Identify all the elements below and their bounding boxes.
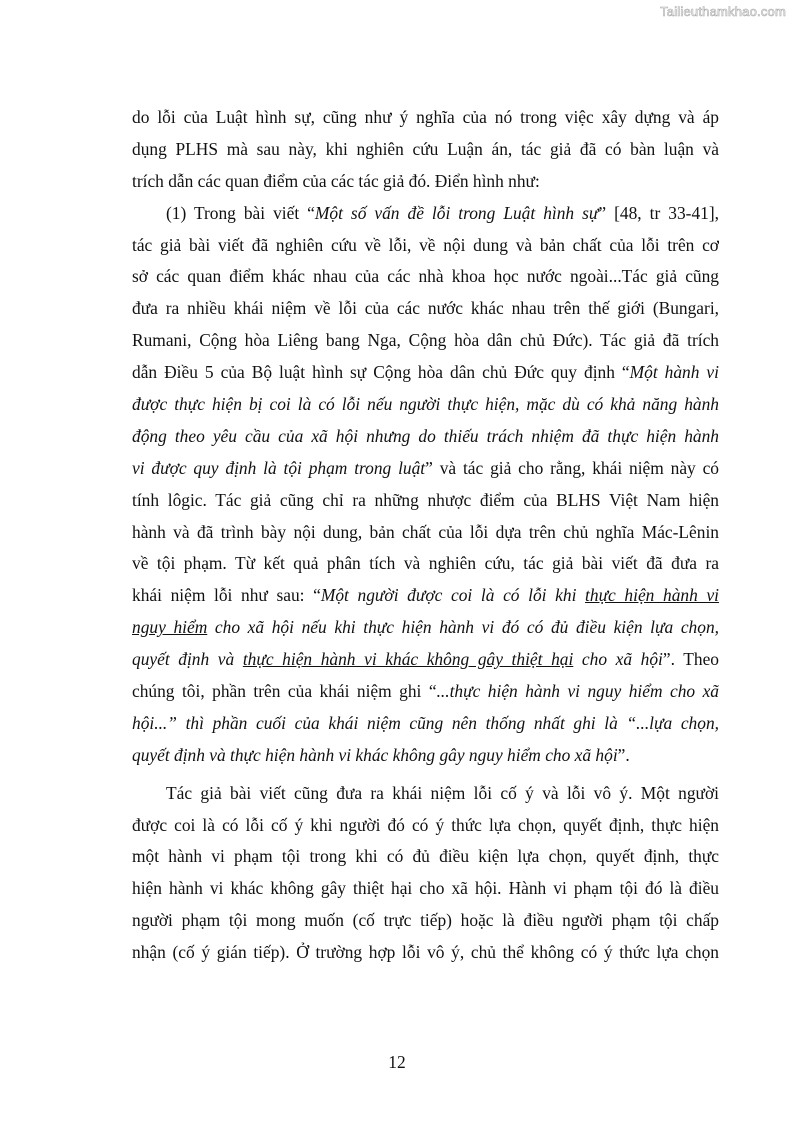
quote-line — [132, 644, 719, 676]
quote-text: Một hành vi — [629, 362, 719, 383]
quote-line — [132, 708, 719, 740]
text-line: về tội phạm. Từ kết quả phân tích và nghiên cứu, tác giả bài viết đã đưa ra — [132, 553, 719, 574]
article-title: Một số vấn đề lỗi trong Luật hình sự — [314, 202, 599, 223]
quote-line — [132, 740, 719, 772]
document-body — [132, 102, 719, 969]
text-line: người phạm tội mong muốn (cố trực tiếp) hoặc là điều người phạm tội chấp — [132, 910, 719, 931]
underline-run: thực hiện hành vi khác không gây thiệt hại — [242, 649, 574, 670]
quote-text: ...thực hiện hành vi nguy hiểm cho xã — [436, 681, 719, 702]
text-line: trích dẫn các quan điểm của các tác giả đó. Điển hình như: — [132, 170, 540, 191]
quote-text: quyết định và thực hiện hành vi khác không gây nguy hiểm cho xã hội — [132, 744, 618, 765]
quote-text-underlined — [132, 617, 207, 637]
watermark: Tailieuthamkhao.com — [660, 4, 786, 19]
quote-text: quyết định và — [132, 649, 243, 670]
text-line: nhận (cố ý gián tiếp). Ở trường hợp lỗi vô ý, chủ thể không có ý thức lựa chọn — [132, 942, 719, 963]
text-line — [132, 453, 719, 485]
text-run: ”. — [617, 744, 630, 765]
text-line: sở các quan điểm khác nhau của các nhà khoa học nước ngoài...Tác giả cũng — [132, 266, 719, 287]
citation: ” [48, tr 33-41], — [598, 202, 719, 223]
text-run: ” và tác giả cho rằng, khái niệm này có — [425, 457, 719, 478]
quote-text: được thực hiện bị coi là có lỗi nếu người thực hiện, mặc dù có khả năng hành — [132, 394, 719, 415]
text-run: khái niệm lỗi như sau: “ — [132, 585, 321, 606]
paragraph-start-line: Tác giả bài viết cũng đưa ra khái niệm lỗi cố ý và lỗi vô ý. Một người — [166, 782, 719, 803]
paragraph-start-line — [132, 198, 719, 230]
page-number: 12 — [388, 1052, 406, 1072]
quote-text: Một người được coi là có lỗi khi — [320, 585, 586, 606]
text-line: một hành vi phạm tội trong khi có đủ điều kiện lựa chọn, quyết định, thực — [132, 846, 719, 867]
text-line: hành và đã trình bày nội dung, bản chất của lỗi dựa trên chủ nghĩa Mác-Lênin — [132, 521, 719, 542]
text-line: Rumani, Cộng hòa Liêng bang Nga, Cộng hòa dân chủ Đức). Tác giả đã trích — [132, 330, 719, 351]
text-run: dẫn Điều 5 của Bộ luật hình sự Cộng hòa dân chủ Đức quy định “ — [132, 362, 630, 383]
quote-text: hội...” thì phần cuối của khái niệm cũng nên thống nhất ghi là “...lựa chọn, — [132, 712, 719, 733]
quote-text: cho xã hội nếu khi thực hiện hành vi đó có đủ điều kiện lựa chọn, — [207, 617, 719, 638]
text-line: đưa ra nhiều khái niệm về lỗi của các nước khác nhau trên thế giới (Bungari, — [132, 298, 719, 319]
text-run: ”. Theo — [662, 649, 719, 670]
text-line — [132, 580, 719, 612]
quote-line — [132, 612, 719, 644]
text-run: (1) Trong bài viết “ — [166, 202, 315, 223]
quote-line — [132, 389, 719, 421]
quote-line — [132, 421, 719, 453]
text-line: dụng PLHS mà sau này, khi nghiên cứu Luận án, tác giả đã có bàn luận và — [132, 138, 719, 159]
text-line: được coi là có lỗi cố ý khi người đó có ý thức lựa chọn, quyết định, thực hiện — [132, 814, 719, 835]
text-run: chúng tôi, phần trên của khái niệm ghi “ — [132, 681, 437, 702]
text-line: hiện hành vi khác không gây thiệt hại cho xã hội. Hành vi phạm tội đó là điều — [132, 878, 719, 899]
quote-text-underlined — [243, 649, 573, 669]
text-line: do lỗi của Luật hình sự, cũng như ý nghĩa của nó trong việc xây dựng và áp — [132, 107, 719, 127]
text-line — [132, 357, 719, 389]
text-line: tác giả bài viết đã nghiên cứu về lỗi, về nội dung và bản chất của lỗi trên cơ — [132, 234, 719, 255]
text-line: tính lôgic. Tác giả cũng chỉ ra những nhược điểm của BLHS Việt Nam hiện — [132, 489, 719, 510]
quote-text-underlined — [585, 585, 719, 605]
text-line — [132, 676, 719, 708]
underline-run: thực hiện hành vi — [585, 585, 719, 606]
underline-run: nguy hiểm — [132, 617, 208, 638]
quote-text: vi được quy định là tội phạm trong luật — [132, 457, 426, 478]
quote-text: cho xã hội — [573, 649, 663, 670]
quote-text: động theo yêu cầu của xã hội nhưng do thiếu trách nhiệm đã thực hiện hành — [132, 425, 719, 446]
